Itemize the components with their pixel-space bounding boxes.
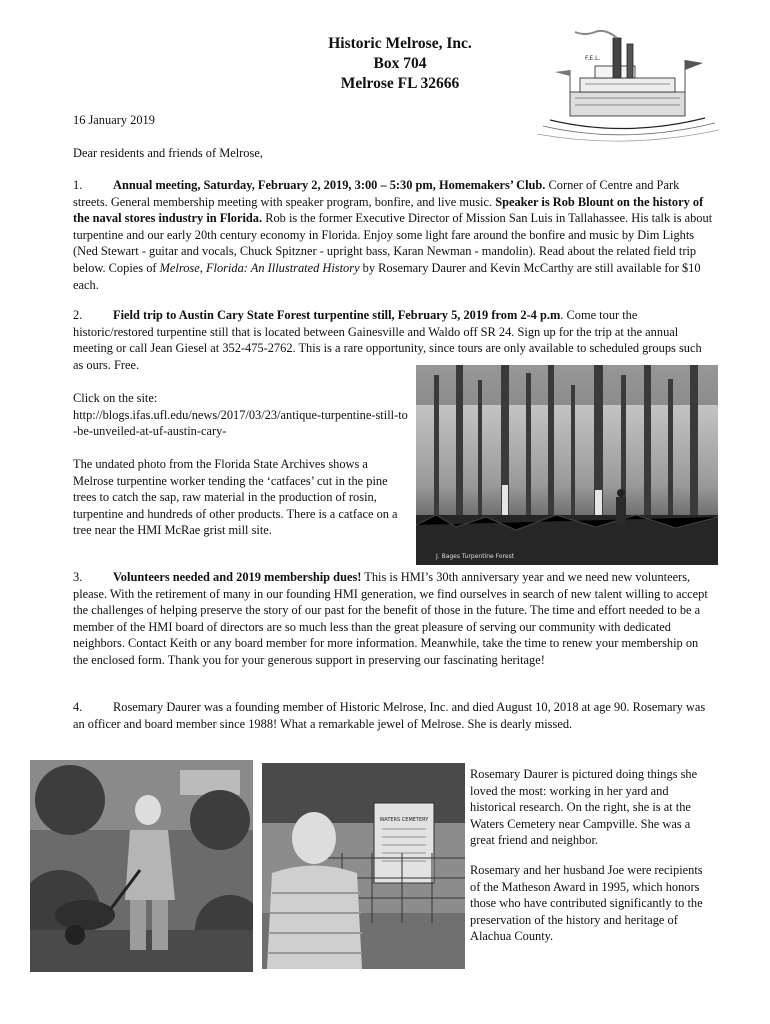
item-heading: Field trip to Austin Cary State Forest turpentine still, February 5, 2019 from 2-4 p.m — [113, 308, 561, 322]
link-intro: Click on the site: — [73, 391, 158, 405]
rosemary-caption: Rosemary Daurer is pictured doing things she loved the most: working in her yard and historical research. On the right, she is at the Waters Cemetery near Campville. She was a great friend and neighbor. — [470, 767, 698, 848]
turpentine-forest-photo — [416, 365, 718, 565]
forest-photo-label: J. Bages Turpentine Forest — [436, 553, 515, 560]
org-address: Melrose FL 32666 — [340, 75, 460, 92]
link-block — [73, 390, 408, 440]
forest-photo-caption: The undated photo from the Florida State Archives shows a Melrose turpentine worker tending the ‘catfaces’ cut in the pine trees to catch the sap, raw material in the production of rosin, turpentine and hundreds of other products. There is a catface on a tree near the HMI McRae grist mill site. — [73, 457, 398, 538]
item-number: 1. — [73, 178, 83, 192]
article-link[interactable]: http://blogs.ifas.ufl.edu/news/2017/03/23/antique-turpentine-still-to-be-unveiled-at-uf-austin-cary- — [73, 407, 408, 439]
greeting: Dear residents and friends of Melrose, — [73, 146, 263, 160]
item-rosemary: 4. Rosemary Daurer was a founding member of Historic Melrose, Inc. and died August 10, 2018 at age 90. Rosemary was an officer and board member since 1988! What a remarkable jewel of Melrose. She is dearly missed. — [73, 700, 706, 731]
item-field-trip: 2. Field trip to Austin Cary State Forest turpentine still, February 5, 2019 from 2-4 p.m. Come tour the historic/restored turpentine still that is located between Gainesville and Waldo off SR 24. Sign up for the trip at the annual meeting or call Jean Giesel at 352-475-2762. This is a rare opportunity, since tours are only available to scheduled groups such as ours. Free. — [73, 308, 702, 372]
rosemary-yard-photo — [30, 760, 253, 972]
svg-text:F.E.L.: F.E.L. — [585, 55, 601, 62]
org-name: Historic Melrose, Inc. — [328, 35, 472, 52]
item-annual-meeting: 1. Annual meeting, Saturday, February 2, 2019, 3:00 – 5:30 pm, Homemakers’ Club. Corner of Centre and Park streets. General membership meeting with speaker program, bonfire, and live music. Speaker is Rob Blount on the history of the naval stores industry in Florida. Rob is the former Executive Director of Mission San Luis in Tallahassee. His talk is about turpentine and our early 20th century economy in Florida. Enjoy some light fare around the bonfire and music by Dim Lights (Ned Stewart - guitar and vocals, Chuck Spitzner - upright bass, Karan Newman - mandolin). Read about the related field trip below. Copies of Melrose, Florida: An Illustrated History by Rosemary Daurer and Kevin McCarthy are still available for $10 each. — [73, 178, 713, 292]
matheson-award-caption: Rosemary and her husband Joe were recipients of the Matheson Award in 1995, which honors those who have contributed significantly to the preservation of the history and heritage of Alachua County. — [470, 863, 703, 944]
item-heading: Volunteers needed and 2019 membership dues! — [113, 570, 362, 584]
org-box: Box 704 — [373, 55, 427, 72]
letterhead — [250, 34, 550, 94]
item-number: 2. — [73, 308, 83, 322]
steamboat-illustration — [535, 30, 720, 148]
cemetery-sign-text: WATERS CEMETERY — [379, 817, 429, 823]
item-number: 3. — [73, 570, 83, 584]
item-heading: Annual meeting, Saturday, February 2, 2019, 3:00 – 5:30 pm, Homemakers’ Club. — [113, 178, 546, 192]
speaker-heading: Speaker is Rob Blount on the history of the naval stores industry in Florida. — [73, 194, 704, 226]
item-volunteers: 3. Volunteers needed and 2019 membership dues! This is HMI’s 30th anniversary year and we need new volunteers, please. With the retirement of many in our founding HMI generation, we find ourselves in search of new talent willing to accept the challenges of helping preserve the story of our past for the benefit of those in the future. The time and effort needed to be a member of the HMI board of directors are so much less than the great pleasure of serving our community with dedicated neighbors. Contact Keith or any board member for more information. Meanwhile, take the time to renew your membership on the enclosed form. Thank you for your generous support in preserving our fascinating heritage! — [73, 570, 708, 667]
item-number: 4. — [73, 700, 83, 714]
book-title: Melrose, Florida: An Illustrated History — [159, 260, 360, 275]
rosemary-cemetery-photo — [262, 763, 465, 969]
letter-date: 16 January 2019 — [73, 113, 155, 127]
